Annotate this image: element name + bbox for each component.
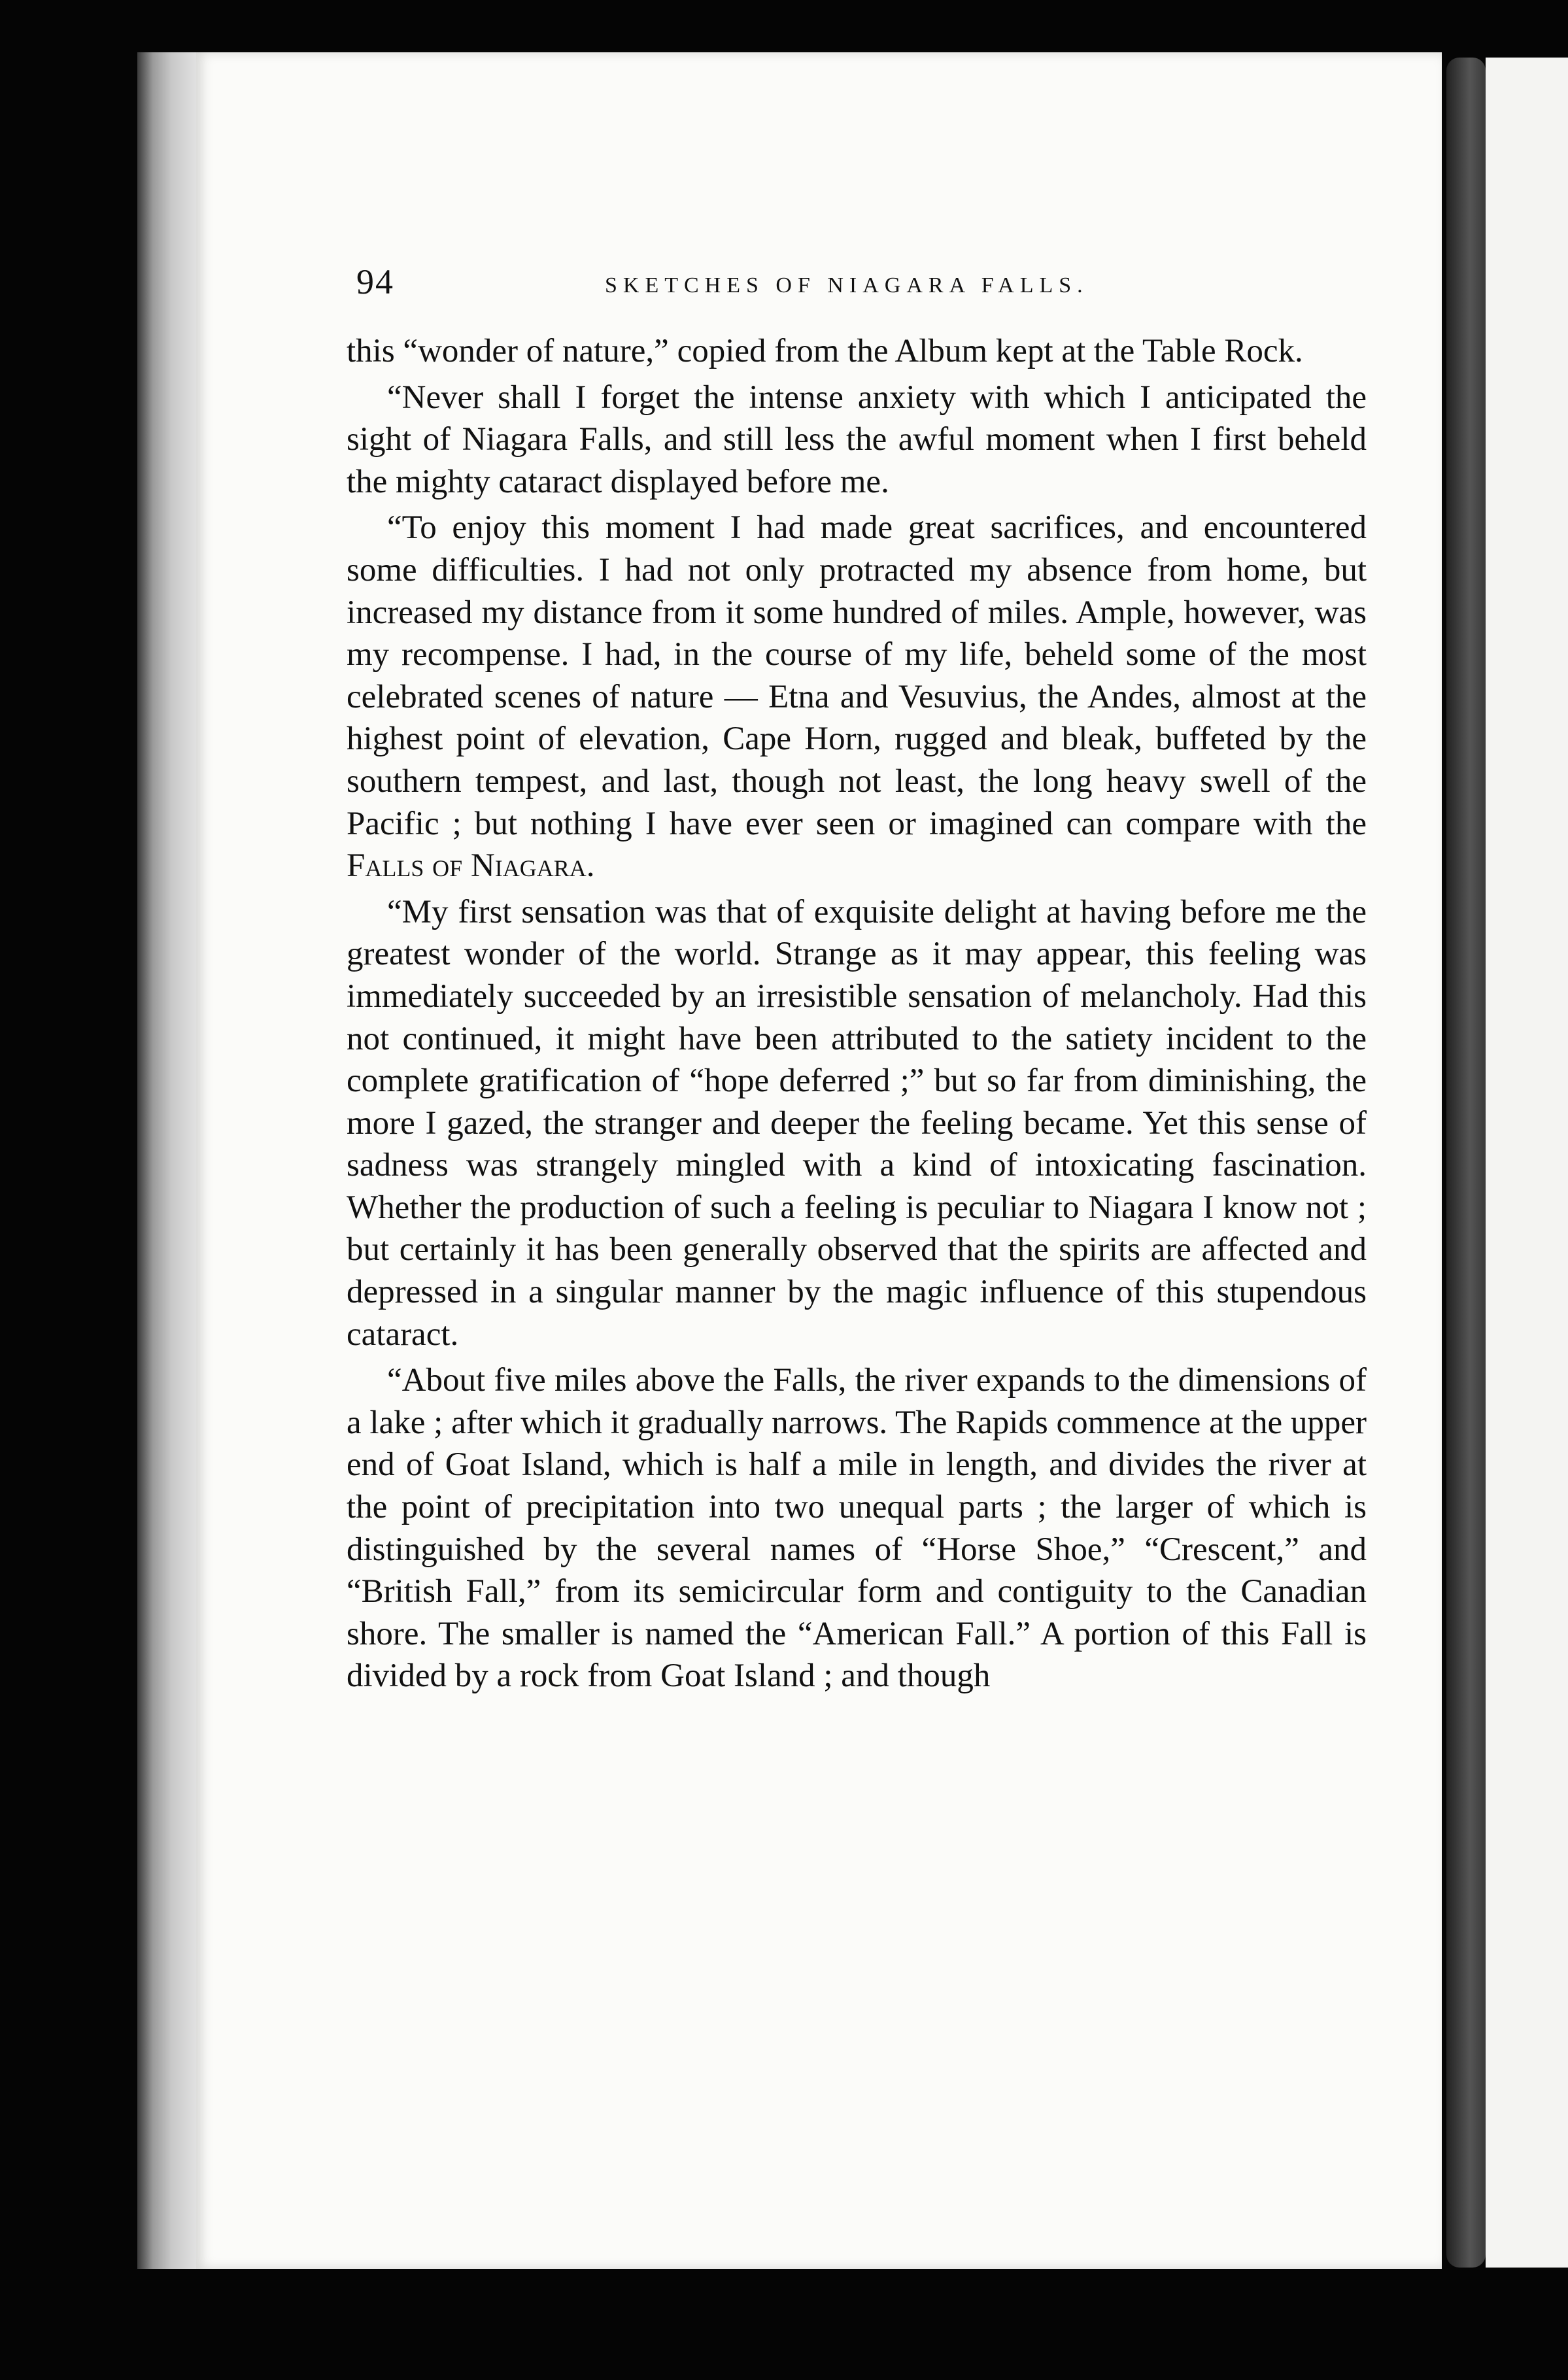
falls-of-niagara-small-caps: Falls of Niagara: [347, 847, 587, 885]
paragraph-2: “Never shall I forget the intense anxiety with which I anticipated the sight of Niagara Falls, and still less the awful moment when I first beheld the mighty cataract displayed before me.: [347, 379, 1367, 500]
paragraph-4: “My first sensation was that of exquisite delight at having before me the greatest wonder of the world. Strange as it may appear, this feeling was immediately succeeded by an irresistible sensation of melancholy. Had this not continued, it might have been attributed to the satiety incident to the complete gratification of “hope deferred ;” but so far from diminishing, the more I gazed, the stranger and deeper the feeling became. Yet this sense of sadness was strangely mingled with a kind of intoxicating fascination. Whether the production of such a feeling is peculiar to Niagara I know not ; but certainly it has been generally observed that the spirits are affected and depressed in a singular manner by the magic influence of this stupendous cataract.: [347, 893, 1367, 1353]
paragraph-1: this “wonder of nature,” copied from the Album kept at the Table Rock.: [347, 333, 1303, 369]
page-header: [356, 262, 1357, 314]
running-title: SKETCHES OF NIAGARA FALLS.: [605, 273, 1089, 298]
page-number: 94: [356, 262, 394, 301]
body-text: [347, 330, 1367, 1701]
page-binding-edge: [137, 52, 199, 2269]
paragraph-3-end: .: [586, 847, 595, 885]
paragraph-3: [347, 507, 1367, 887]
paragraph-5: “About five miles above the Falls, the river expands to the dimensions of a lake ; after which it gradually narrows. The Rapids commence at the upper end of Goat Island, which is half a mile in length, and divides the river at the point of precipitation into two unequal parts ; the larger of which is distinguished by the several names of “Horse Shoe,” “Crescent,” and “British Fall,” from its semicircular form and contiguity to the Canadian shore. The smaller is named the “American Fall.” A portion of this Fall is divided by a rock from Goat Island ; and though: [347, 1362, 1367, 1695]
paragraph-3-text: “To enjoy this moment I had made great sacrifices, and encountered some difficulties. I had not only protracted my absence from home, but increased my distance from it some hundred of miles. Ample, however, was my recompense. I had, in the course of my life, beheld some of the most celebrated scenes of nature — Etna and Vesuvius, the Andes, almost at the highest point of elevation, Cape Horn, rugged and bleak, buffeted by the southern tempest, and last, though not least, the long heavy swell of the Pacific ; but nothing I have ever seen or imagined can compare with the: [347, 509, 1367, 842]
next-page-sliver: [1486, 58, 1568, 2268]
right-page-gutter: [1446, 58, 1486, 2268]
